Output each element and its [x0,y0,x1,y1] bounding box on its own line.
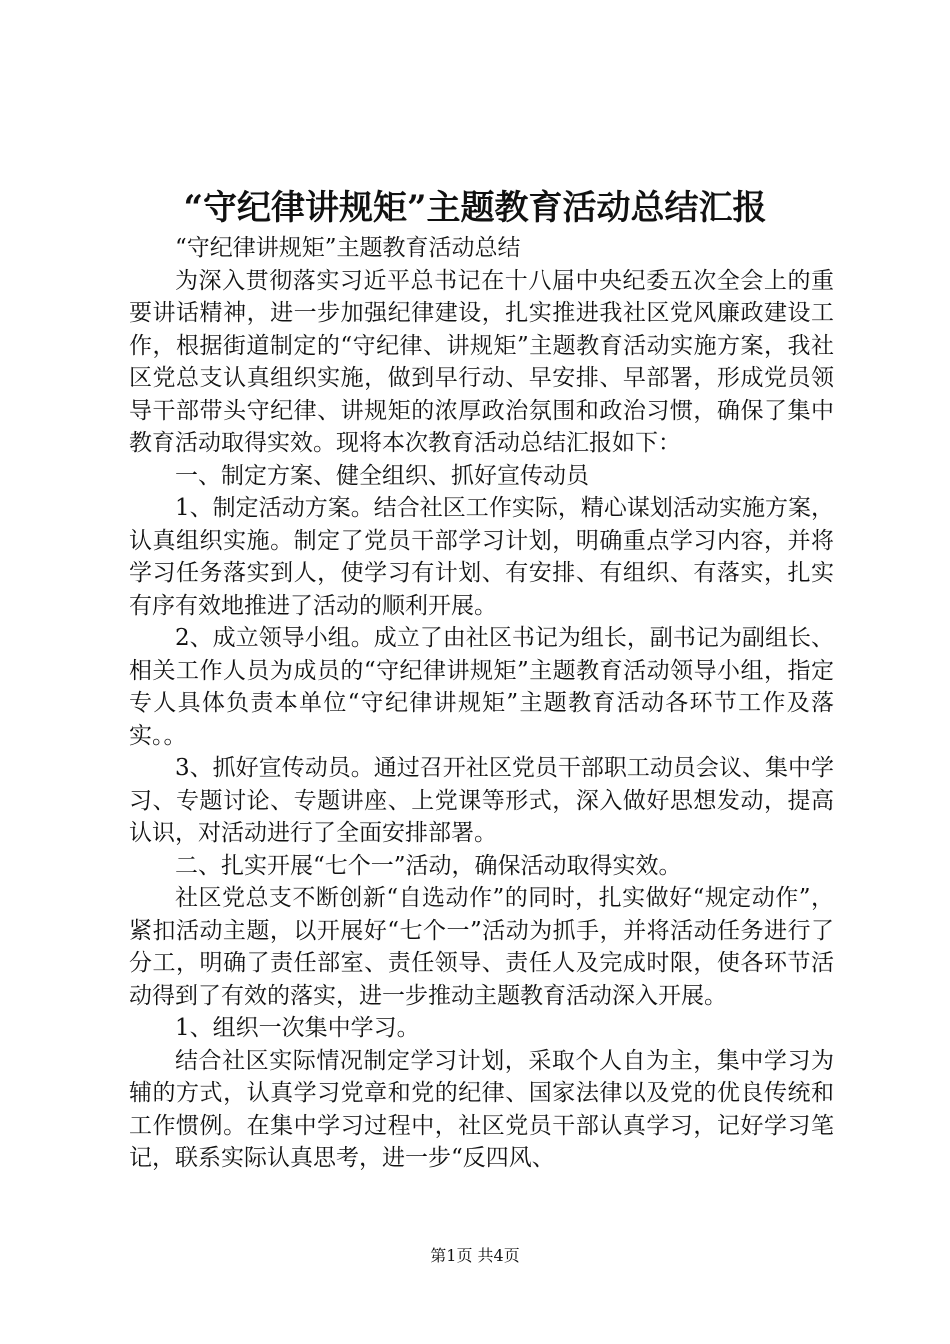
page-footer: 第1页 共4页 [430,1246,520,1265]
document-subtitle: “守纪律讲规矩”主题教育活动总结 [175,235,521,261]
paragraph: 2、成立领导小组。成立了由社区书记为组长，副书记为副组长、相关工作人员为成员的“守纪律讲规矩”主题教育活动领导小组，指定专人具体负责本单位“守纪律讲规矩”主题教育活动各环节工作及落实。。 [129,625,834,749]
document-body [129,232,834,1175]
document-title: “守纪律讲规矩”主题教育活动总结汇报 [183,188,767,228]
paragraph: 3、抓好宣传动员。通过召开社区党员干部职工动员会议、集中学习、专题讨论、专题讲座、上党课等形式，深入做好思想发动，提高认识，对活动进行了全面安排部署。 [129,755,834,846]
paragraph: 为深入贯彻落实习近平总书记在十八届中央纪委五次全会上的重要讲话精神，进一步加强纪律建设，扎实推进我社区党风廉政建设工作，根据街道制定的“守纪律、讲规矩”主题教育活动实施方案，我社区党总支认真组织实施，做到早行动、早安排、早部署，形成党员领导干部带头守纪律、讲规矩的浓厚政治氛围和政治习惯，确保了集中教育活动取得实效。现将本次教育活动总结汇报如下： [129,267,834,456]
paragraph: 1、制定活动方案。结合社区工作实际，精心谋划活动实施方案，认真组织实施。制定了党员干部学习计划，明确重点学习内容，并将学习任务落实到人，使学习有计划、有安排、有组织、有落实，扎实有序有效地推进了活动的顺利开展。 [129,495,834,619]
paragraph: 结合社区实际情况制定学习计划，采取个人自为主，集中学习为辅的方式，认真学习党章和党的纪律、国家法律以及党的优良传统和工作惯例。在集中学习过程中，社区党员干部认真学习，记好学习笔记，联系实际认真思考，进一步“反四风、 [129,1047,834,1171]
section-heading: 二、扎实开展“七个一”活动，确保活动取得实效。 [175,852,682,879]
paragraph: 社区党总支不断创新“自选动作”的同时，扎实做好“规定动作”，紧扣活动主题，以开展好“七个一”活动为抓手，并将活动任务进行了分工，明确了责任部室、责任领导、责任人及完成时限，使各环节活动得到了有效的落实，进一步推动主题教育活动深入开展。 [129,885,834,1009]
subsection-heading: 1、组织一次集中学习。 [175,1015,420,1041]
section-heading: 一、制定方案、健全组织、抓好宣传动员 [175,462,589,489]
